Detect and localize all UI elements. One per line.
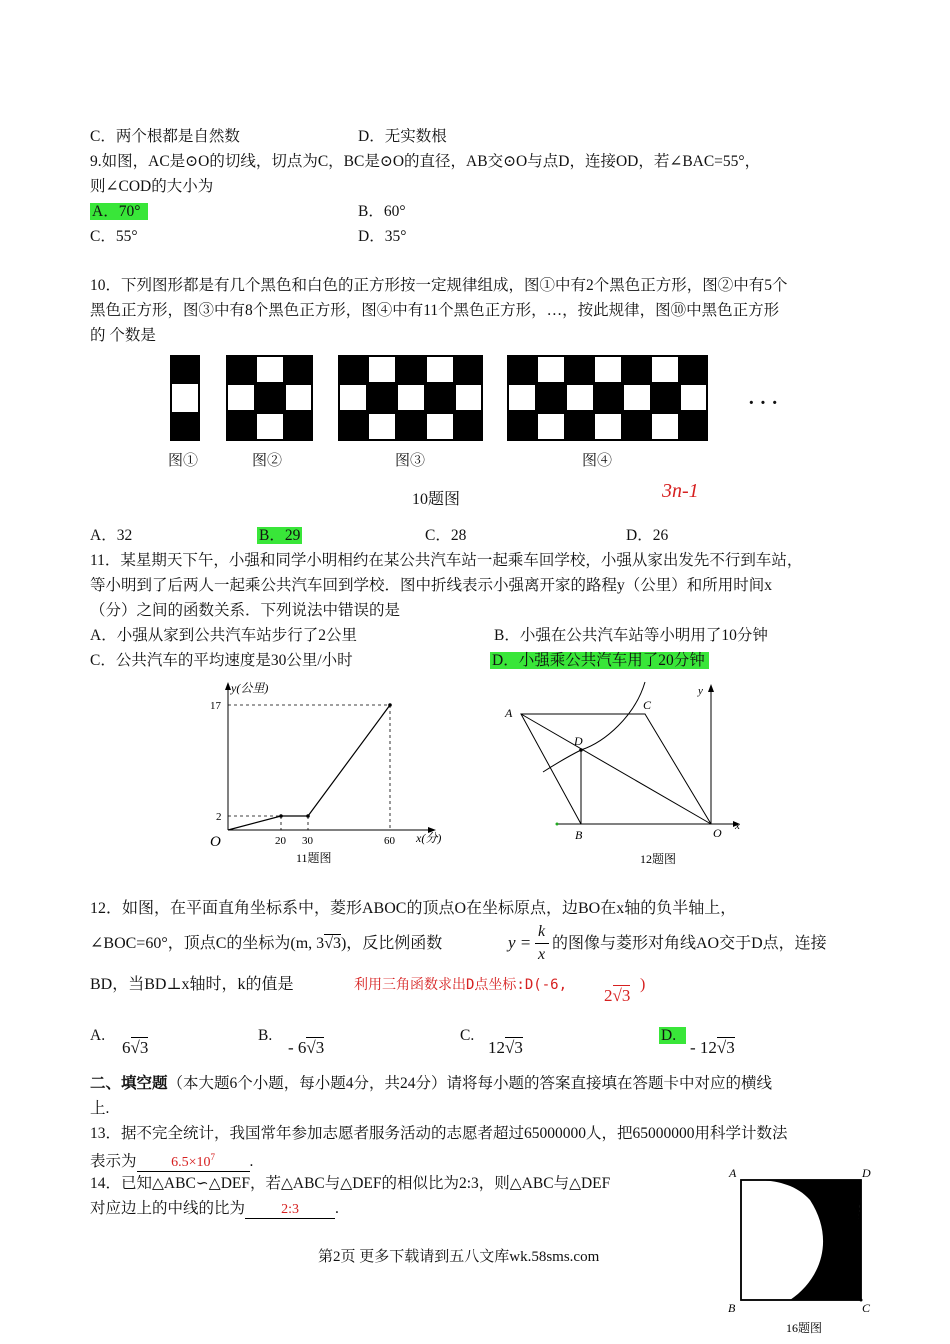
q12-rhombus-figure — [495, 676, 755, 871]
q8-option-c: C．两个根都是自然数 — [90, 128, 240, 145]
q10-label-fig1: 图① — [168, 453, 199, 469]
q12-stem-line3: BD，当BD⊥x轴时，k的值是 — [90, 976, 294, 993]
q16-label-d: D — [862, 1166, 871, 1180]
q11-x-axis-label: x(分) — [416, 831, 442, 845]
q13-stem-line2 — [90, 1149, 253, 1172]
q12-option-d-sqrt: √ — [716, 1038, 727, 1057]
q12-option-a-label: A. — [90, 1027, 106, 1044]
q14-stem-line1: 14．已知△ABC∽△DEF，若△ABC与△DEF的相似比为2:3，则△ABC与△DEF — [90, 1175, 611, 1192]
q11-origin-label: O — [210, 834, 221, 850]
pattern-figure-4 — [507, 355, 708, 441]
q12-label-a: A — [505, 706, 513, 720]
q11-y-tick-2: 2 — [216, 811, 222, 823]
q11-stem-line1: 11．某星期天下午，小强和同学小明相约在某公共汽车站一起乘车回学校，小强从家出发先不行到车站， — [90, 552, 803, 569]
q12-option-d-value — [690, 1038, 735, 1058]
q12-note-end: ) — [640, 976, 646, 993]
q14-answer-blank — [245, 1201, 335, 1219]
q12-stem-line2 — [90, 934, 442, 954]
q12-stem-line2-b: )，反比例函数 — [340, 935, 443, 952]
q13-answer-blank — [137, 1149, 250, 1172]
q12-stem-line2-a: ∠BOC=60°，顶点C的坐标为(m, 3 — [90, 935, 325, 952]
q10-handwritten-note: 3n-1 — [662, 480, 699, 502]
section2-title: 二、填空题 — [90, 1075, 168, 1092]
q12-handwritten-note: 利用三角函数求出D点坐标:D(-6, — [354, 977, 568, 993]
q16-label-a: A — [729, 1166, 737, 1180]
q10-label-fig4: 图④ — [582, 453, 613, 469]
q11-y-axis-label: y(公里) — [231, 681, 269, 695]
q12-label-b: B — [575, 828, 583, 842]
q16-square-figure — [720, 1160, 890, 1340]
q9-option-b: B．60° — [358, 203, 406, 220]
q10-answer-highlight: B．29 — [259, 527, 301, 544]
q12-option-a-sqrt: √ — [130, 1038, 140, 1057]
q14-stem-line2 — [90, 1199, 339, 1219]
q12-option-c-sqrt: √ — [505, 1038, 515, 1057]
q9-option-d: D．35° — [358, 228, 407, 245]
q14-suffix: . — [335, 1200, 339, 1217]
q16-label-b: B — [728, 1301, 736, 1315]
q12-sqrt-symbol: √ — [324, 935, 333, 952]
q11-option-a: A．小强从家到公共汽车站步行了2公里 — [90, 627, 357, 644]
q10-stem-line3: 的 个数是 — [90, 327, 156, 344]
q12-fraction-bar — [535, 943, 549, 944]
q12-option-b-coef: - 6 — [288, 1038, 307, 1057]
q12-function-denominator: x — [538, 946, 546, 963]
q13-answer: 6.5×10 — [171, 1155, 211, 1171]
q13-prefix: 表示为 — [90, 1153, 137, 1171]
q16-caption: 16题图 — [786, 1321, 823, 1335]
q12-note-value — [604, 986, 630, 1006]
q12-stem-line1: 12．如图，在平面直角坐标系中，菱形ABOC的顶点O在坐标原点，边BO在x轴的负半轴上， — [90, 900, 737, 917]
pattern-figure-1 — [170, 355, 200, 441]
q11-option-b: B．小强在公共汽车站等小明用了10分钟 — [494, 627, 768, 644]
q12-function-y: y = — [508, 933, 532, 952]
q12-sqrt-radicand: 3 — [332, 935, 341, 952]
q14-prefix: 对应边上的中线的比为 — [90, 1200, 246, 1217]
q9-option-c: C．55° — [90, 228, 138, 245]
q12-option-b-sqrt: √ — [306, 1038, 316, 1057]
section2-header-line2: 上. — [90, 1100, 110, 1117]
q13-suffix: . — [249, 1153, 254, 1171]
q8-option-d: D．无实数根 — [358, 128, 447, 145]
q10-caption: 10题图 — [412, 491, 461, 508]
q12-function-numerator: k — [538, 923, 546, 940]
q13-stem-line1: 13．据不完全统计，我国常年参加志愿者服务活动的志愿者超过65000000人，把65000000用科学计数法 — [90, 1125, 788, 1142]
q12-note-sqrt: √ — [612, 986, 622, 1005]
q12-option-b-value — [288, 1038, 324, 1058]
q10-option-b — [257, 526, 302, 546]
q12-option-c-label: C. — [460, 1027, 475, 1044]
q11-stem-line3: （分）之间的函数关系．下列说法中错误的是 — [90, 602, 401, 619]
pattern-figure-3 — [338, 355, 483, 441]
section2-instructions: （本大题6个小题，每小题4分，共24分）请将每小题的答案直接填在答题卡中对应的横线 — [167, 1075, 773, 1092]
q11-y-tick-17: 17 — [210, 700, 221, 712]
q12-option-d-coef: - 12 — [690, 1038, 717, 1057]
q11-distance-time-graph — [200, 676, 460, 866]
q12-option-b-label: B. — [258, 1027, 273, 1044]
q12-label-o: O — [713, 826, 722, 840]
q12-stem-line2-c: 的图像与菱形对角线AO交于D点，连接 — [552, 935, 827, 952]
q12-label-d: D — [574, 734, 583, 748]
q11-option-c: C．公共汽车的平均速度是30公里/小时 — [90, 652, 353, 669]
q9-stem-line1: 9.如图，AC是⊙O的切线，切点为C，BC是⊙O的直径，AB交⊙O与点D，连接OD，若∠BAC=55°， — [90, 153, 761, 170]
q11-answer-highlight: D．小强乘公共汽车用了20分钟 — [490, 652, 709, 669]
q12-label-c: C — [643, 698, 652, 712]
q10-pattern-figures — [0, 0, 950, 460]
q12-note-radicand: 3 — [621, 986, 631, 1005]
q14-answer: 2:3 — [281, 1202, 299, 1217]
q12-answer-highlight: D. — [659, 1027, 686, 1044]
q11-caption: 11题图 — [296, 851, 332, 865]
q10-label-fig2: 图② — [252, 453, 283, 469]
pattern-figure-2 — [226, 355, 313, 441]
q11-option-d — [490, 651, 709, 671]
q10-option-a: A．32 — [90, 527, 133, 544]
q11-x-tick-60: 60 — [384, 835, 395, 847]
q12-option-c-coef: 12 — [488, 1038, 505, 1057]
q11-x-tick-30: 30 — [302, 835, 313, 847]
q12-caption: 12题图 — [640, 852, 677, 866]
q11-x-tick-20: 20 — [275, 835, 286, 847]
q13-answer-exponent: 7 — [210, 1152, 215, 1162]
q12-option-a-value — [122, 1038, 148, 1058]
q12-note-coef: 2 — [604, 986, 613, 1005]
q12-option-c-radicand: 3 — [514, 1038, 523, 1057]
section2-header-line1 — [90, 1074, 772, 1094]
q9-stem-line2: 则∠COD的大小为 — [90, 178, 214, 195]
page-footer: 第2页 更多下载请到五八文库wk.58sms.com — [318, 1249, 600, 1265]
q16-label-c: C — [862, 1301, 871, 1315]
q10-stem-line1: 10．下列图形都是有几个黑色和白色的正方形按一定规律组成，图①中有2个黑色正方形，图②中有5个 — [90, 277, 788, 294]
q12-option-a-coef: 6 — [122, 1038, 131, 1057]
q10-option-d: D．26 — [626, 527, 669, 544]
q9-answer-highlight: A．70° — [90, 203, 148, 220]
q10-option-c: C．28 — [425, 527, 467, 544]
q10-label-fig3: 图③ — [395, 453, 426, 469]
q12-option-b-radicand: 3 — [315, 1038, 325, 1057]
q12-option-c-value — [488, 1038, 523, 1058]
q12-option-d-label — [659, 1026, 686, 1046]
q12-option-d-radicand: 3 — [726, 1038, 735, 1057]
q12-option-a-radicand: 3 — [139, 1038, 149, 1057]
q12-label-x: x — [735, 820, 740, 832]
q12-label-y: y — [698, 685, 703, 697]
q10-continuation-dots: · · · — [748, 392, 779, 414]
q11-stem-line2: 等小明到了后两人一起乘公共汽车回到学校．图中折线表示小强离开家的路程y（公里）和所用时间x — [90, 577, 773, 594]
q10-stem-line2: 黑色正方形，图③中有8个黑色正方形，图④中有11个黑色正方形，…，按此规律，图⑩中黑色正方形 — [90, 302, 780, 319]
